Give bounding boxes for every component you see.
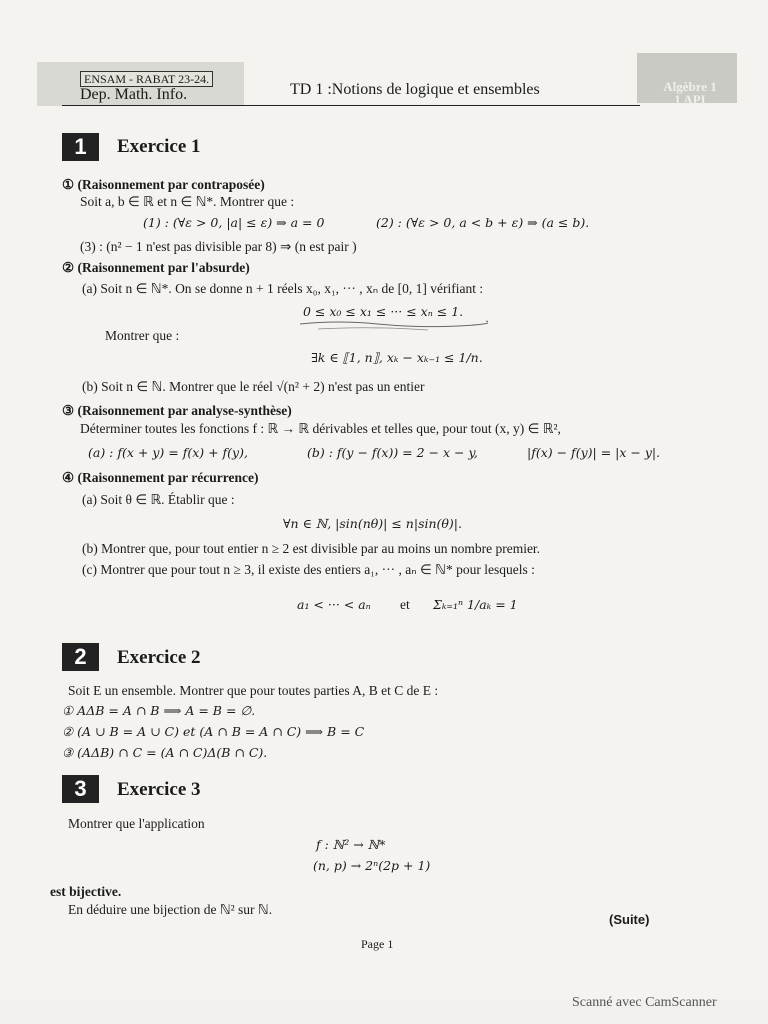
- ex3-deduce: En déduire une bijection de ℕ² sur ℕ.: [68, 902, 273, 917]
- ex1-part4a: (a) Soit θ ∈ ℝ. Établir que :: [82, 492, 235, 507]
- course-label: [650, 80, 730, 106]
- ex3-map1: f : ℕ² → ℕ*: [316, 837, 386, 852]
- ex1-part3-intro: Déterminer toutes les fonctions f : ℝ → ℝ dérivables et telles que, pour tout (x, y) ∈ ℝ²,: [80, 421, 561, 436]
- ex1-part1-heading: ① (Raisonnement par contraposée): [62, 177, 265, 192]
- ex1-part4c-eq1: a₁ < ··· < aₙ: [297, 597, 371, 612]
- institution-label: ENSAM - RABAT 23-24.: [80, 71, 213, 87]
- ex1-eq3: (3) : (n² − 1 n'est pas divisible par 8) ⇒ (n est pair ): [80, 239, 357, 254]
- exercise-3-title: Exercice 3: [117, 779, 201, 800]
- scanner-watermark: Scanné avec CamScanner: [572, 995, 717, 1010]
- ex1-part4c-et: et: [400, 597, 410, 612]
- ex1-part2a-eq: 0 ≤ x₀ ≤ x₁ ≤ ··· ≤ xₙ ≤ 1.: [303, 304, 464, 319]
- ex3-map2: (n, p) → 2ⁿ(2p + 1): [313, 858, 431, 873]
- ex1-part4c: (c) Montrer que pour tout n ≥ 3, il existe des entiers a₁, ··· , aₙ ∈ ℕ* pour lesquels :: [82, 562, 535, 577]
- ex2-q1: ① AΔB = A ∩ B ⟹ A = B = ∅.: [62, 703, 256, 718]
- ex2-q3: ③ (AΔB) ∩ C = (A ∩ C)Δ(B ∩ C).: [62, 745, 268, 760]
- ex1-part2b: (b) Soit n ∈ ℕ. Montrer que le réel √(n² + 2) n'est pas un entier: [82, 379, 425, 394]
- ex1-part4b: (b) Montrer que, pour tout entier n ≥ 2 est divisible par au moins un nombre premier.: [82, 541, 541, 556]
- ex1-eq2: (2) : (∀ε > 0, a < b + ε) ⇒ (a ≤ b).: [376, 215, 590, 230]
- exercise-2-title: Exercice 2: [117, 647, 201, 668]
- ex1-part2a: (a) Soit n ∈ ℕ*. On se donne n + 1 réels x₀, x₁, ··· , xₙ de [0, 1] vérifiant :: [82, 281, 484, 296]
- ex1-part4-heading: ④ (Raisonnement par récurrence): [62, 470, 259, 485]
- course-level: 1 API: [674, 92, 706, 107]
- handwritten-underline: [298, 318, 488, 332]
- document-title: TD 1 :Notions de logique et ensembles: [290, 81, 540, 98]
- ex3-intro: Montrer que l'application: [68, 816, 205, 831]
- ex1-part3-b: (b) : f(y − f(x)) = 2 − x − y,: [307, 445, 478, 460]
- department-label: Dep. Math. Info.: [80, 86, 188, 103]
- ex2-q2: ② (A ∪ B = A ∪ C) et (A ∩ B = A ∩ C) ⟹ B = C: [62, 724, 365, 739]
- exercise-1-number: 1: [62, 133, 99, 161]
- header-rule: [62, 105, 640, 106]
- suite-label: (Suite): [609, 912, 650, 927]
- ex1-part2-heading: ② (Raisonnement par l'absurde): [62, 260, 250, 275]
- ex1-part3-a: (a) : f(x + y) = f(x) + f(y),: [88, 445, 248, 460]
- page-number: Page 1: [361, 937, 394, 951]
- ex1-part1-intro: Soit a, b ∈ ℝ et n ∈ ℕ*. Montrer que :: [80, 194, 295, 209]
- ex2-intro: Soit E un ensemble. Montrer que pour toutes parties A, B et C de E :: [68, 683, 439, 698]
- ex3-bijective: est bijective.: [50, 884, 122, 899]
- ex1-eq1: (1) : (∀ε > 0, |a| ≤ ε) ⇒ a = 0: [143, 215, 325, 230]
- ex1-part2a-show: Montrer que :: [105, 328, 180, 343]
- ex1-part3-heading: ③ (Raisonnement par analyse-synthèse): [62, 403, 292, 418]
- ex1-part2a-eq2: ∃k ∈ ⟦1, n⟧, xₖ − xₖ₋₁ ≤ 1/n.: [311, 350, 483, 365]
- ex1-part4c-eq2: Σₖ₌₁ⁿ 1/aₖ = 1: [433, 597, 518, 612]
- ex1-part4a-eq: ∀n ∈ ℕ, |sin(nθ)| ≤ n|sin(θ)|.: [283, 516, 462, 531]
- course-name: Algèbre 1: [663, 79, 717, 94]
- exercise-3-number: 3: [62, 775, 99, 803]
- exercise-2-number: 2: [62, 643, 99, 671]
- ex1-part3-c: |f(x) − f(y)| = |x − y|.: [527, 445, 661, 460]
- exercise-1-title: Exercice 1: [117, 136, 201, 157]
